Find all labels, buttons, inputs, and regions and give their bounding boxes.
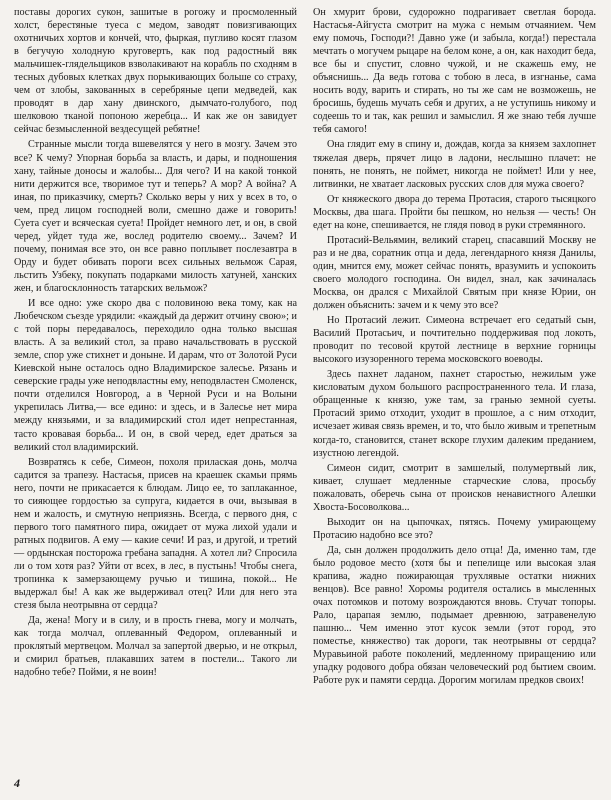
paragraph: И все одно: уже скоро два с половиною века тому, как на Любечском съезде урядили: «каждый да держит отчину свою»; и с той поры передавалось, переходило одна только высшая власть. А за великий стол, за право начальствовать в русской земле, спор уже стихнет и доныне. И дарам, что от Золотой Руси Киевской ныне осталось одно Владимирское залесье. Рязань и северские грады уже неподвластны ему, неподвластен Смоленск, почти отделился Новгород, а в Черной Руси и на Волыни укрепилась Литва,— все едино: и здесь, и в Залесье нет мира между князьями, и за владимирский стол идет непрестанная, тасто кровавая борьба... И он, в свой черед, едет драться за великий стол владимирский. [14,298,297,453]
left-text-column [14,6,297,681]
paragraph: поставы дорогих сукон, зашитые в рогожу и просмоленный холст, берестяные туеса с медом, заводят повизгивающих охотничьих хортов и кончей, что, фыркая, пугливо косят глазом в бегучую холодную круговерть, как под радостный вяк мальчишек-глядельщиков взволакивают на корабль по сходням в тесных дубовых клетках двух порыкивающих больше со страху, чем от злобы, закованных в серебряные цепи медведей, как проводят в дар хану двинского, дымчато-голубого, под шелковою тканой попоною жеребца... И как же он завидует сейчас безмысленной вездесущей ребятне! [14,7,297,136]
paragraph: Протасий-Вельямин, великий старец, спасавший Москву не раз и не два, соратник отца и деда, легендарного князя Данилы, один, мнится ему, может сейчас понять, вразумить и успокоить своего молодого господина. Он видел, знал, как зачиналась Москва, он дрался с Михайлой Святым при князе Юрии, он должен объяснить: зачем и к чему это все? [313,234,596,312]
paragraph: Он хмурит брови, судорожно подрагивает светлая борода. Настасья-Айгуста смотрит на мужа с немым отчаянием. Чем ему помочь, Господи?! Давно уже (и забыла, когда!) перестала мечтать о могучем рыцаре на белом коне, а он, как находит беда, все бы и спустит, словно чужой, и не скажешь ему, не объяснишь... Да ведь готова с тобою в леса, в изгнанье, сама носить воду, варить и стирать, но ты же сам не возможешь, не бросишь, будешь мучать себя и других, а не уступишь никому и содеешь то и так, как решил и замыслил. Я же знаю тебя лучше тебя самого! [313,7,596,136]
paragraph: Странные мысли тогда вшевелятся у него в мозгу. Зачем это все? К чему? Упорная борьба за власть, и дары, и подношения хану, тайные доносы и жалобы... Для чего? И на какой тонкой нити держится все, творимое тут и теперь? А мор? А война? А иная, по приказчику, смерть? Сколько веры у них у всех в то, о чем, пред лицом господней воли, смешно даже и говорить! Суета сует и всяческая суета! Пройдет немного лет, и он, в свой черед, уйдет туда же, вослед родителю своему... Зачем? И почему, понимая все это, он все равно поплывет послезавтра в Орду и будет обивать пороги всех сильных вельмож Сарая, льстить Узбеку, покупать подарками милость хатуней, ханских жен, и благосклонность татарских вельмож? [14,139,297,294]
paragraph: Да, жена! Могу и в силу, и в прость гнева, могу и молчать, как тогда молчал, оплеванный Федором, оплеванный и проклятый мертвецом. Молчал за запертой дверью, и не открыл, и смирил братьев, плакавших затем в постели... Такого ли надобно тебе? Пойми, я не воин! [14,615,297,679]
paragraph: Да, сын должен продолжить дело отца! Да, именно там, где было родовое место (хотя бы и пепелище или высокая злая крапива, жадно пожирающая трухлявые остатки нижних венцов). Все равно! Хоромы родителя остались в мысленных очах потомков и потому возрождаются вновь. Стучат топоры. Рало, царапая землю, подымает древнюю, затравенелую пашню... Чем именно этот кусок земли (этот город, это поместье, княжество) так дороги, так неотрывны от сердца? Муравьиной работе поколений, медленному приращению или упадку родового добра обязан человеческий род бытием своим. Работе рук и памяти сердца. Дорогим могилам предков своих! [313,544,596,687]
paragraph: Возвратясь к себе, Симеон, похоля прилаская донь, молча садится за трапезу. Настасья, присев на краешек скамьи прямь него, почти не прикасается к блюдам. Лицо ее, то заплаканное, то сияющее гордостью за супруга, кидается в очи, вызывая в нем и жалость, и смутную неприязнь. Всегда, с первого дня, с первого того памятного пира, ожидает от мужа лихой удали и ратных подвигов. А ему — какие сечи! И раз, и другой, и третий — ордынская посторожа гребана западня. А хотел ли? Спросила ли о том хотя раз? Уйти от всех, в лес, в пустынь! Чтобы снега, тропинка к замерзающему ручью и тишина, покой... Не выдержал бы! А как же выдерживал отец? Или для него эта стезя была неотрывна от сердца? [14,456,297,612]
paragraph: Она глядит ему в спину и, дождав, когда за князем захлопнет тяжелая дверь, прячет лицо в ладони, неслышно плачет: не понять, не понять, не поймет, никогда не поймет! Или у нее, литвинки, не хватает ласковых русских слов для мужа своего? [313,139,596,190]
paragraph: Здесь пахнет ладаном, пахнет старостью, нежилым уже кисловатым духом большого распространенного тела. И глаза, обращенные к князю, уже там, за гранью земной суеты. Протасий зримо отходит, уходит в прошлое, а с ним отходит, исчезает живая связь времен, и то, что было живым и трепетным когда-то, становится, станет вскоре глухим далеким преданием, изустною легендой. [313,369,596,459]
paragraph: Симеон сидит, смотрит в замшелый, полумертвый лик, кивает, слушает медленные старческие слова, просьбу пожаловать, оберечь сына от происков ненавистного Алешки Хвоста-Босоволкова... [313,462,596,513]
page-number: 4 [14,776,20,790]
paragraph: Выходит он на цыпочках, пятясь. Почему умирающему Протасию надобно все это? [313,516,596,541]
paragraph: Но Протасий лежит. Симеона встречает его седатый сын, Василий Протасьич, и почтительно поддерживая под локоть, проводит по тесовой крутой лестнице в верхние горницы высокого изузоренного терема московского воеводы. [313,315,596,366]
right-text-column [313,6,596,689]
paragraph: От княжеского двора до терема Протасия, старого тысяцкого Москвы, два шага. Пройти бы пешком, но нельзя — честь! Он едет на коне, спешивается, не глядя повод в руки стремянного. [313,193,596,231]
